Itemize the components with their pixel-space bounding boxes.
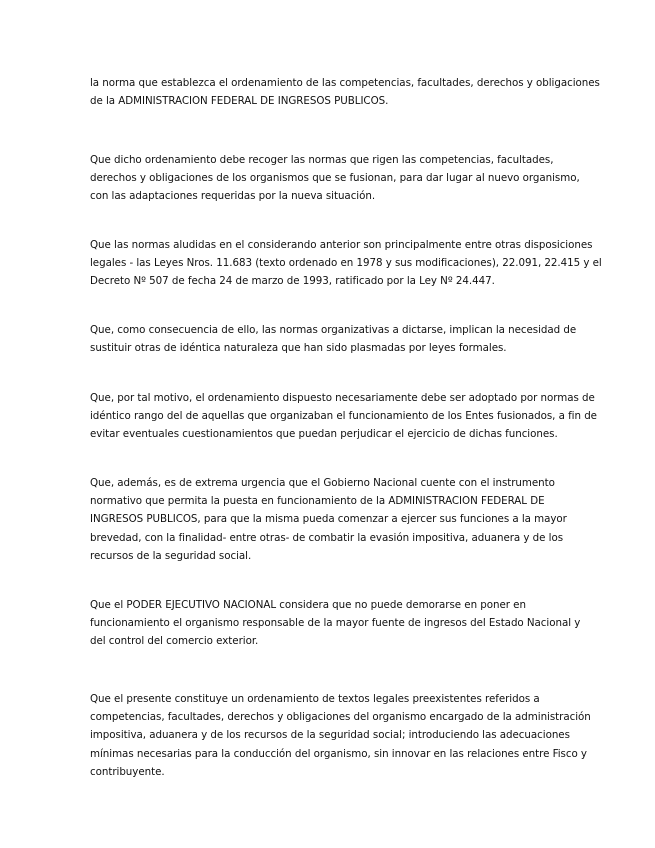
- paragraph-1: [90, 74, 600, 110]
- text-line: INGRESOS PUBLICOS, para que la misma pueda comenzar a ejercer sus funciones a la mayor: [90, 513, 567, 526]
- text-line: Que las normas aludidas en el considerando anterior son principalmente entre otras disposiciones: [90, 239, 593, 251]
- paragraph-6: [90, 474, 570, 565]
- text-line: impositiva, aduanera y de los recursos de la seguridad social; introduciendo las adecuaciones: [90, 729, 570, 742]
- text-line: Que el PODER EJECUTIVO NACIONAL considera que no puede demorarse en poner en: [90, 599, 526, 611]
- paragraph-2: [90, 151, 580, 206]
- text-line: Que, como consecuencia de ello, las normas organizativas a dictarse, implican la necesidad de: [90, 324, 577, 336]
- paragraph-4: [90, 321, 577, 357]
- paragraph-3: [90, 236, 602, 291]
- paragraph-5: [90, 389, 597, 444]
- text-line: normativo que permita la puesta en funcionamiento de la ADMINISTRACION FEDERAL DE: [90, 495, 545, 508]
- text-line: competencias, facultades, derechos y obligaciones del organismo encargado de la administración: [90, 711, 591, 724]
- paragraph-7: [90, 596, 581, 651]
- text-line: Que, además, es de extrema urgencia que el Gobierno Nacional cuente con el instrumento: [90, 477, 555, 489]
- paragraph-8: [90, 690, 591, 781]
- text-line: Decreto Nº 507 de fecha 24 de marzo de 1993, ratificado por la Ley Nº 24.447.: [90, 275, 495, 288]
- text-line: derechos y obligaciones de los organismos que se fusionan, para dar lugar al nuevo organismo,: [90, 172, 580, 185]
- text-line: Que dicho ordenamiento debe recoger las normas que rigen las competencias, facultades,: [90, 154, 554, 166]
- text-line: de la ADMINISTRACION FEDERAL DE INGRESOS PUBLICOS.: [90, 95, 389, 108]
- text-line: evitar eventuales cuestionamientos que puedan perjudicar el ejercicio de dichas funciones.: [90, 428, 558, 441]
- text-line: contribuyente.: [90, 765, 165, 778]
- text-line: del control del comercio exterior.: [90, 635, 259, 648]
- text-line: con las adaptaciones requeridas por la nueva situación.: [90, 190, 376, 203]
- text-line: funcionamiento el organismo responsable de la mayor fuente de ingresos del Estado Nacional y: [90, 617, 581, 630]
- text-line: mínimas necesarias para la conducción del organismo, sin innovar en las relaciones entre Fisco y: [90, 747, 587, 760]
- text-line: sustituir otras de idéntica naturaleza que han sido plasmadas por leyes formales.: [90, 342, 507, 355]
- text-line: Que, por tal motivo, el ordenamiento dispuesto necesariamente debe ser adoptado por normas de: [90, 392, 595, 404]
- text-line: recursos de la seguridad social.: [90, 549, 252, 562]
- text-line: brevedad, con la finalidad- entre otras- de combatir la evasión impositiva, aduanera y de los: [90, 531, 564, 544]
- text-line: legales - las Leyes Nros. 11.683 (texto ordenado en 1978 y sus modificaciones), 22.091, 22.415 y el: [90, 257, 602, 270]
- text-line: la norma que establezca el ordenamiento de las competencias, facultades, derechos y obligaciones: [90, 77, 600, 89]
- text-line: idéntico rango del de aquellas que organizaban el funcionamiento de los Entes fusionados, a fin de: [90, 410, 597, 423]
- text-line: Que el presente constituye un ordenamiento de textos legales preexistentes referidos a: [90, 693, 540, 705]
